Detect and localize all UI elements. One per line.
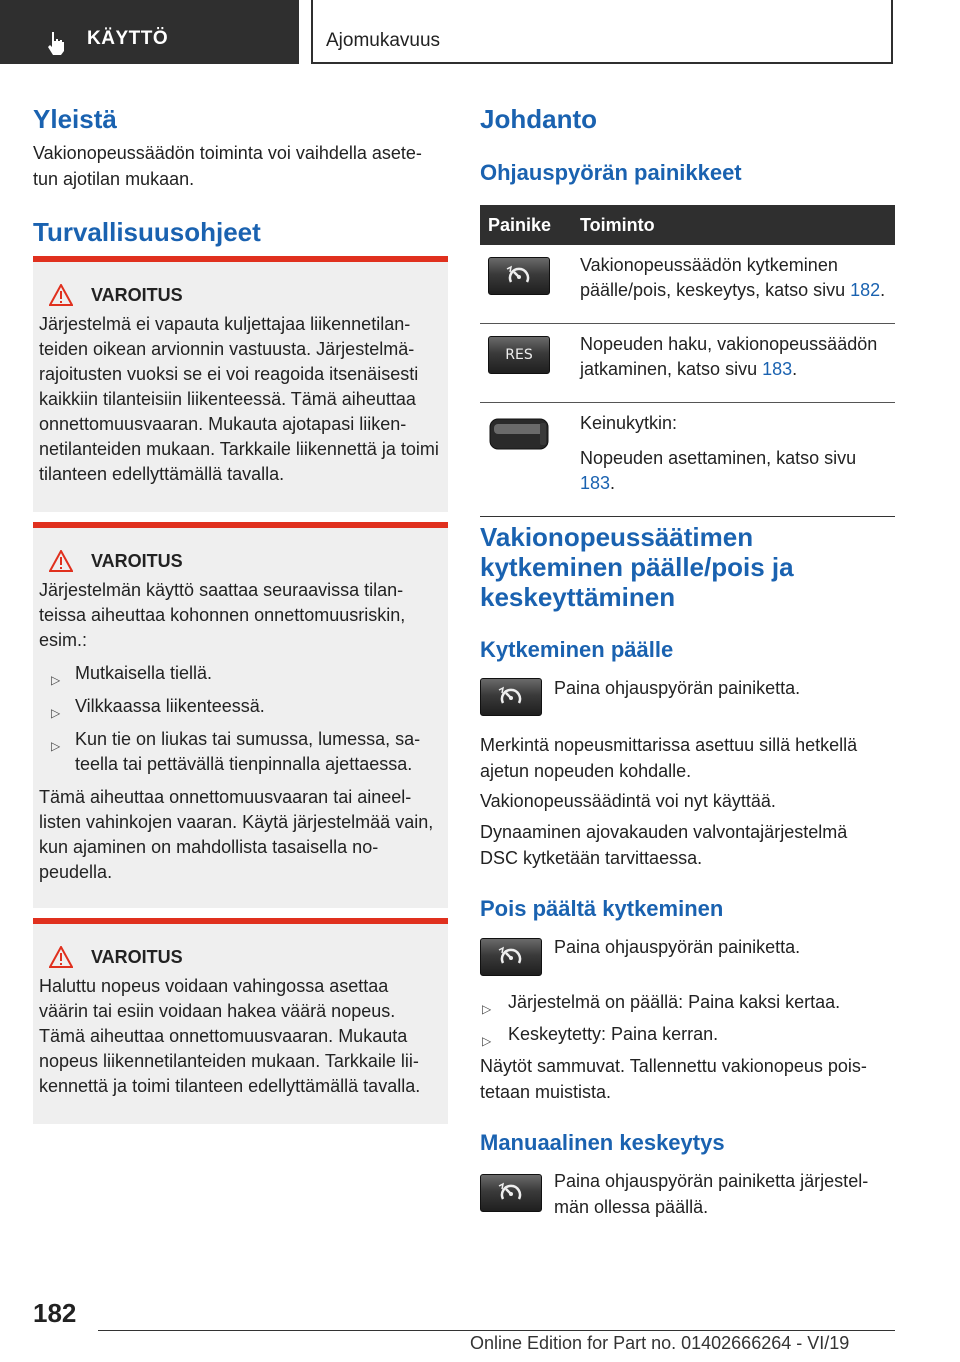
list-item: ▷ Vilkkaassa liikenteessä. <box>39 694 442 719</box>
general-text: Vakionopeussäädön toiminta voi vaihdella asete-tun ajotilan mukaan. <box>33 143 422 189</box>
buttons-table <box>480 205 895 517</box>
page-link[interactable]: 183 <box>762 359 793 379</box>
warning-title: VAROITUS <box>91 550 183 571</box>
warning-outro: Tämä aiheuttaa onnettomuusvaaran tai aineel-listen vahinkojen vaaran. Käytä järjestelmää vain, kun ajaminen on mahdollista tasaisella no-peudella. <box>39 787 434 882</box>
heading-manual: Manuaalinen keskeytys <box>480 1130 725 1155</box>
warning-triangle-icon <box>49 284 73 306</box>
table-row: RES Nopeuden haku, vakionopeussäädön jatkaminen, katso sivu 183. <box>480 324 895 403</box>
on-instruction: Paina ohjauspyörän painiketta. <box>554 678 801 698</box>
warning-triangle-icon <box>49 946 73 968</box>
heading-off: Pois päältä kytkeminen <box>480 896 724 921</box>
page-link[interactable]: 183 <box>580 473 611 493</box>
table-row: Vakionopeussäädön kytkeminen päälle/pois, keskeytys, katso sivu 182. <box>480 245 895 324</box>
chapter-header <box>311 0 893 64</box>
warning-text: Haluttu nopeus voidaan vahingossa asettaa väärin tai esiin voidaan hakea väärä nopeus. Tämä aiheuttaa onnettomuusvaaran. Mukauta nopeus liikennetilanteiden mukaan. Tarkkaile lii-kennettä ja toimi tilanteen edellyttämällä tavalla. <box>39 976 421 1096</box>
on-paragraph-2: Vakionopeussäädintä voi nyt käyttää. <box>480 791 776 811</box>
list-item: ▷ Kun tie on liukas tai sumussa, lumessa, sa-teella tai pettävällä tienpinnalla ajettaessa. <box>51 729 421 774</box>
warning-box-3 <box>33 918 448 1124</box>
warning-box-2 <box>33 522 448 908</box>
heading-on: Kytkeminen päälle <box>480 637 674 662</box>
list-item: ▷ Keskeytetty: Paina kerran. <box>480 1021 718 1047</box>
on-paragraph-1: Merkintä nopeusmittarissa asettuu sillä hetkellä ajetun nopeuden kohdalle. <box>480 735 858 781</box>
warning-title: VAROITUS <box>91 284 183 305</box>
list-item: ▷ Järjestelmä on päällä: Paina kaksi kertaa. <box>480 989 840 1015</box>
res-button-icon: RES <box>488 336 550 374</box>
page-link[interactable]: 182 <box>850 280 881 300</box>
cruise-control-button-icon <box>480 938 542 976</box>
chapter-title: Ajomukavuus <box>326 30 441 51</box>
edition-note: Online Edition for Part no. 01402666264 - VI/19 <box>470 1333 850 1353</box>
col-header-function: Toiminto <box>580 214 655 235</box>
bullet-triangle-icon: ▷ <box>51 673 61 687</box>
section-header <box>0 0 299 64</box>
hand-pointer-icon <box>44 30 70 61</box>
off-instruction: Paina ohjauspyörän painiketta. <box>554 937 801 957</box>
rocker-label: Keinukytkin: <box>580 413 678 433</box>
rocker-switch-icon <box>488 415 550 453</box>
warning-triangle-icon <box>49 550 73 572</box>
heading-buttons: Ohjauspyörän painikkeet <box>480 160 742 185</box>
cruise-control-button-icon <box>480 1174 542 1212</box>
on-paragraph-3: Dynaaminen ajovakauden valvontajärjestelmä DSC kytketään tarvittaessa. <box>480 822 848 868</box>
table-header <box>480 205 895 245</box>
bullet-triangle-icon: ▷ <box>482 1002 492 1016</box>
bullet-triangle-icon: ▷ <box>482 1034 492 1048</box>
warning-text: Järjestelmä ei vapauta kuljettajaa liikennetilan-teiden oikean arvionnin vastuusta. Järjestelmä-rajoitusten vuoksi se ei voi reagoida itsenäisesti kaikkiin tilanteisiin liikenteessä. Tämä aiheuttaa onnettomuusvaaran. Mukauta ajotapasi liiken-netilanteiden mukaan. Tarkkaile liikennettä ja toimi tilanteen edellyttämällä tavalla. <box>39 314 439 484</box>
bullet-triangle-icon: ▷ <box>51 706 61 720</box>
heading-general: Yleistä <box>33 104 117 134</box>
page-number: 182 <box>33 1298 77 1328</box>
warning-list <box>39 661 442 777</box>
cruise-control-button-icon <box>480 678 542 716</box>
table-row: Keinukytkin: Nopeuden asettaminen, katso sivu 183. <box>480 403 895 517</box>
col-header-button: Painike <box>488 214 552 235</box>
list-item: ▷ Mutkaisella tiellä. <box>39 661 442 686</box>
section-title: KÄYTTÖ <box>87 28 169 49</box>
off-paragraph: Näytöt sammuvat. Tallennettu vakionopeus pois-tetaan muistista. <box>480 1056 867 1102</box>
bullet-triangle-icon: ▷ <box>51 739 61 753</box>
warning-title: VAROITUS <box>91 946 183 967</box>
cruise-control-button-icon <box>488 257 550 295</box>
warning-intro: Järjestelmän käyttö saattaa seuraavissa tilan-teissa aiheuttaa kohonnen onnettomuusriskin, esim.: <box>39 580 406 650</box>
footer-divider <box>98 1330 895 1331</box>
heading-switch: Vakionopeussäätimen kytkeminen päälle/pois ja keskeyttäminen <box>480 522 794 612</box>
heading-intro: Johdanto <box>480 104 597 134</box>
manual-instruction: Paina ohjauspyörän painiketta järjestel-män ollessa päällä. <box>554 1171 869 1217</box>
warning-box-1 <box>33 256 448 512</box>
heading-safety: Turvallisuusohjeet <box>33 217 261 247</box>
